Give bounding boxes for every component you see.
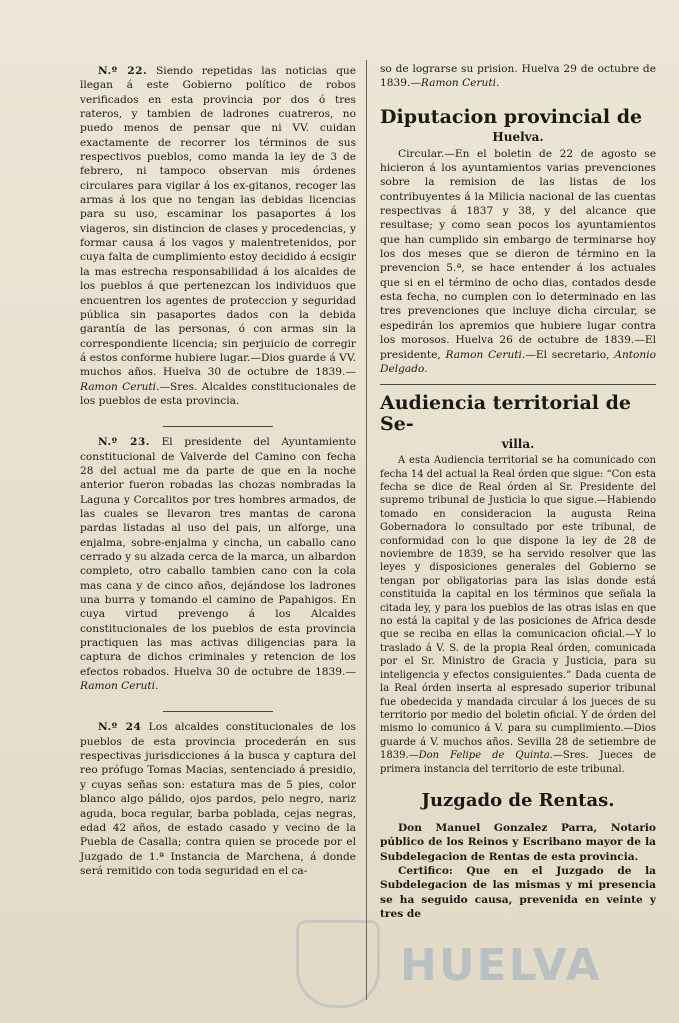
signature: Don Felipe de Quinta. — [418, 750, 553, 762]
juzgado-intro: Don Manuel Gonzalez Parra, Notario público de los Reinos y Escribano mayor de la Subdelegacion de Rentas de esta provincia. — [380, 821, 656, 863]
signature: Ramon Ceruti. — [80, 380, 160, 393]
notice-text: Los alcaldes constitucionales de los pueblos de esta provincia procederán en sus respectivas jurisdicciones á la busca y captura del reo prófugo Tomas Macias, sentenciado á presidio, y cuyas señas son: estatura mas de 5 pies, color blanco algo pálido, ojos pardos, pelo negro, nariz aguda, boca regular, barba poblada, cejas negras, edad 42 años, de estado casado y vecino de la Puebla de Casalla; contra quien se procede por el Juzgado de 1.ª Instancia de Marchena, á donde será remitido con toda seguridad en el ca- — [80, 721, 356, 877]
audiencia-text — [380, 454, 656, 776]
right-column — [380, 62, 656, 921]
notice-22 — [80, 64, 356, 408]
audiencia-tail: —Sres. Jueces de primera instancia del territorio de este tribunal. — [380, 750, 656, 775]
juzgado-title: Juzgado de Rentas. — [421, 789, 615, 811]
juzgado-certifico: Certifico: Que en el Juzgado de la Subdelegacion de las mismas y mi presencia se ha seguido causa, prevenida en veinte y tres de — [380, 864, 656, 920]
signature: Ramon Ceruti. — [445, 348, 526, 361]
diputacion-circular — [380, 147, 656, 377]
diputacion-title: Diputacion provincial de — [380, 105, 643, 128]
notice-text: Siendo repetidas las noticias que llegan á este Gobierno político de robos verificados en esta provincia por dos ó tres rateros, y tambien de ladrones cuatreros, no puedo menos de pensar que ni VV. cuidan exactamente de recorrer los términos de sus respectivos pueblos, como manda la ley de 3 de febrero, ni tampoco observan mis órdenes circulares para vigilar á los ex-gitanos, recoger las armas á los que no tengan las debidas licencias para su uso, escaminar los pasaportes á los viageros, sin distincion de clases y procedencias, y formar causa á los vagos y malentretenidos, por cuya falta de cumplimiento estoy decidido á ecsigir la mas estrecha responsabilidad á los alcaldes de los pueblos á que pertenezcan los individuos que encuentren los agentes de proteccion y seguridad pública sin pasaportes dados con la debida garantía de las personas, ó con armas sin la correspondiente licencia; sin perjuicio de corregir á estos conforme hubiere lugar.—Dios guarde á VV. muchos años. Huelva 30 de octubre de 1839.— — [80, 65, 357, 379]
notice-text: El presidente del Ayuntamiento constitucional de Valverde del Camino con fecha 28 del actual me da parte de que en la noche anterior fueron robadas las chozas nombradas la Laguna y Corcalitos por tres hombres armados, de las cuales se llevaron tres mantas de carona pardas listadas al uso del pais, un alforge, una enjalma, sobre-enjalma y cincha, un caballo cano cerrado y su alzada cerca de la marca, un albardon completo, otro caballo tambien cano con la cola mas cana y de cinco años, dejándose los ladrones una burra y tomando el camino de Papahigos. En cuya virtud prevengo á los Alcaldes constitucionales de los pueblos de esta provincia practiquen las mas activas diligencias para la captura de dichos criminales y retencion de los efectos robados. Huelva 30 de octubre de 1839.— — [80, 436, 357, 678]
circular-mid: —El secretario, — [525, 348, 615, 361]
signature: Antonio Delgado. — [380, 348, 656, 375]
separator-rule — [380, 384, 656, 385]
audiencia-body: A esta Audiencia territorial se ha comunicado con fecha 14 del actual la Real órden que sigue: “Con esta fecha se dice de Real órden al Sr. Presidente del supremo tribunal de Justicia lo que sigue.—Habiendo tomado en consideracion la augusta Reina Gobernadora lo consultado por este tribunal, de conformidad con lo que dispone la ley de 28 de noviembre de 1839, se ha servido resolver que las leyes y disposiciones generales del Gobierno se tengan por obligatorias para las islas donde está constituida la capital en los términos que señala la citada ley, y para los pueblos de las otras islas en que no está la capital y de las posiciones de Africa desde que se reciba en ellas la comunicacion oficial.—Y lo traslado á V. S. de la propia Real órden, comunicada por el Sr. Ministro de Gracia y Justicia, para su inteligencia y efectos consiguientes.” Dada cuenta de la Real órden inserta al espresado superior tribunal fue obedecida y mandada circular á los jueces de su territorio por medio del boletin oficial. Y de órden del mismo lo comunico á V. para su cumplimiento.—Dios guarde á V. muchos años. Sevilla 28 de setiembre de 1839.— — [380, 455, 656, 762]
signature: Ramon Ceruti. — [420, 77, 500, 90]
continuation-text — [380, 62, 656, 91]
diputacion-subtitle: Huelva. — [492, 129, 544, 144]
separator-rule — [163, 426, 273, 427]
signature: Ramon Ceruti. — [80, 680, 159, 693]
notice-number: N.º 23. — [98, 436, 150, 449]
watermark-shield-icon — [296, 920, 380, 1008]
notice-23 — [80, 435, 356, 693]
column-divider — [366, 60, 367, 1000]
left-column — [80, 64, 356, 878]
notice-number: N.º 24 — [98, 721, 142, 734]
continuation-body: so de lograrse su prision. Huelva 29 de octubre de 1839.— — [380, 63, 656, 90]
audiencia-subtitle: villa. — [501, 437, 535, 452]
circular-text: Circular.—En el boletin de 22 de agosto se hicieron á los ayuntamientos varias prevenciones sobre la remision de las listas de los contribuyentes á la Milicia nacional de las cuentas respectivas á 1837 y 38, y del alcance que resultase; y como sean pocos los ayuntamientos que han cumplido sin embargo de terminarse hoy los dos meses que se dieron de término en la prevencion 5.ª, se hace entender á los actuales que si en el término de ocho dias, contados desde esta fecha, no cumplen con lo determinado en las tres prevenciones que incluye dicha circular, se espedirán los apremios que hubiere lugar contra los morosos. Huelva 26 de octubre de 1839.—El presidente, — [380, 147, 656, 361]
separator-rule — [163, 711, 273, 712]
notice-24 — [80, 720, 356, 878]
audiencia-title: Audiencia territorial de Se- — [380, 392, 631, 436]
watermark-text: HUELVA — [400, 940, 602, 991]
notice-tail: —Sres. Alcaldes constitucionales de los pueblos de esta provincia. — [80, 380, 356, 407]
notice-number: N.º 22. — [98, 65, 148, 77]
